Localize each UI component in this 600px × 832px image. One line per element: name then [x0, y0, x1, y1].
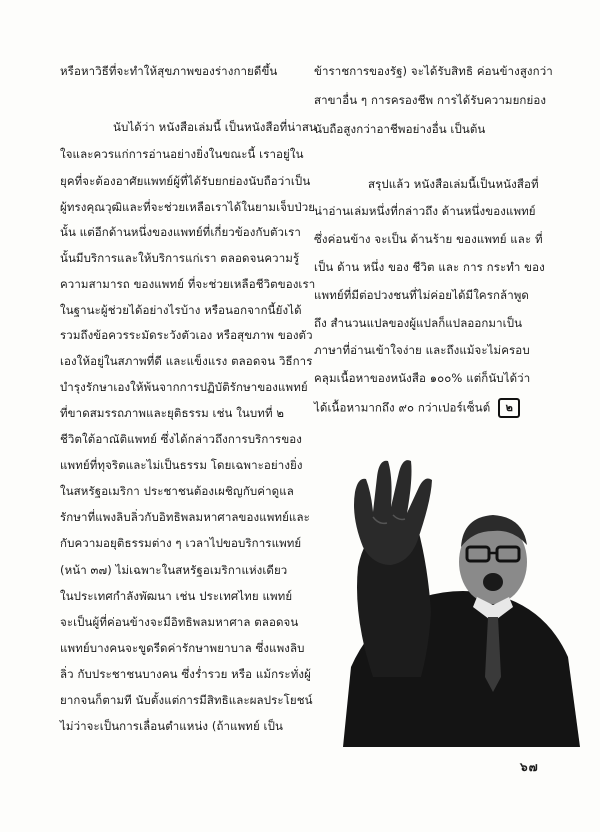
- text-line: ที่ขาดสมรรถภาพและยุติธรรม เช่น ในบทที่ ๒: [60, 406, 285, 420]
- text-line: ในสหรัฐอเมริกา ประชาชนต้องเผชิญกับค่าดูแล: [60, 484, 294, 498]
- text-line: ชีวิตใต้อาณัติแพทย์ ซึ่งได้กล่าวถึงการบริการของ: [60, 432, 303, 446]
- text-line: กับความอยุติธรรมต่าง ๆ เวลาไปขอบริการแพทย์: [60, 536, 302, 550]
- text-line-content: ได้เนื้อหามากถึง ๙๐ กว่าเปอร์เซ็นต์: [314, 400, 491, 415]
- man-shouting-photo: [333, 447, 580, 747]
- text-line: ในฐานะผู้ช่วยได้อย่างไรบ้าง หรือนอกจากนี้ยังได้: [60, 303, 302, 317]
- text-line: คลุมเนื้อหาของหนังสือ ๑๐๐% แต่ก็นับได้ว่า: [314, 371, 531, 385]
- text-line: จะเป็นผู้ที่ค่อนข้างจะมีอิทธิพลมหาศาล ตลอดจน: [60, 615, 299, 629]
- text-line: ไม่ว่าจะเป็นการเลื่อนตำแหน่ง (ถ้าแพทย์ เป็น: [60, 719, 283, 733]
- text-line: รวมถึงข้อควรระมัดระวังตัวเอง หรือสุขภาพ ของตัว: [60, 328, 313, 342]
- text-line: แพทย์ที่มีต่อปวงชนที่ไม่ค่อยได้มีใครกล้าพูด: [314, 288, 530, 302]
- chapter-badge: ๒: [498, 398, 520, 418]
- text-line: เป็น ด้าน หนึ่ง ของ ชีวิต และ การ กระทำ ของ: [314, 260, 545, 274]
- text-line: (หน้า ๓๗) ไม่เฉพาะในสหรัฐอเมริกาแห่งเดียว: [60, 563, 288, 577]
- text-line: [314, 398, 520, 418]
- text-line: ภาษาที่อ่านเข้าใจง่าย และถึงแม้จะไม่ครอบ: [314, 343, 530, 357]
- text-line: ผู้ทรงคุณวุฒิและที่จะช่วยเหลือเราได้ในยามเจ็บป่วย: [60, 200, 316, 214]
- text-line: รักษาที่แพงลิบลิ่วกับอิทธิพลมหาศาลของแพทย์และ: [60, 510, 310, 524]
- text-line: บำรุงรักษาเองให้พ้นจากการปฏิบัติรักษาของแพทย์: [60, 380, 308, 394]
- text-line: นั้น แต่อีกด้านหนึ่งของแพทย์ที่เกี่ยวข้องกับตัวเรา: [60, 225, 301, 239]
- text-line: ในประเทศกำลังพัฒนา เช่น ประเทศไทย แพทย์: [60, 589, 293, 603]
- text-line: ยุคที่จะต้องอาศัยแพทย์ผู้ที่ได้รับยกย่องนับถือว่าเป็น: [60, 174, 311, 188]
- page-number: ๖๗: [520, 760, 539, 774]
- text-line: น่าอ่านเล่มหนึ่งที่กล่าวถึง ด้านหนึ่งของแพทย์: [314, 204, 536, 218]
- text-line: ถึง สำนวนแปลของผู้แปลก็แปลออกมาเป็น: [314, 316, 523, 330]
- text-line: แพทย์ที่ทุจริตและไม่เป็นธรรม โดยเฉพาะอย่างยิ่ง: [60, 458, 303, 472]
- text-line: นับได้ว่า หนังสือเล่มนี้ เป็นหนังสือที่น่าสน: [113, 120, 317, 134]
- text-line: ใจและควรแก่การอ่านอย่างยิ่งในขณะนี้ เราอยู่ใน: [60, 147, 304, 161]
- text-line: หรือหาวิธีที่จะทำให้สุขภาพของร่างกายดีขึ้น: [60, 64, 278, 78]
- text-line: สาขาอื่น ๆ การครองชีพ การได้รับความยกย่อง: [314, 93, 547, 107]
- text-line: ลิ่ว กับประชาชนบางคน ซึ่งร่ำรวย หรือ แม้กระทั่งผู้: [60, 667, 311, 681]
- text-line: ยากจนก็ตามที นับตั้งแต่การมีสิทธิและผลประโยชน์: [60, 693, 313, 707]
- text-line: เองให้อยู่ในสภาพที่ดี และแข็งแรง ตลอดจน วิธีการ: [60, 354, 313, 368]
- text-line: นับถือสูงกว่าอาชีพอย่างอื่น เป็นต้น: [314, 122, 486, 136]
- text-line: ความสามารถ ของแพทย์ ที่จะช่วยเหลือชีวิตของเรา: [60, 277, 316, 291]
- text-line: นั้นมีบริการและให้บริการแก่เรา ตลอดจนความรู้: [60, 251, 300, 265]
- text-line: ซึ่งค่อนข้าง จะเป็น ด้านร้าย ของแพทย์ และ ที่: [314, 232, 543, 246]
- text-line: สรุปแล้ว หนังสือเล่มนี้เป็นหนังสือที่: [368, 177, 539, 191]
- text-line: ข้าราชการของรัฐ) จะได้รับสิทธิ ค่อนข้างสูงกว่า: [314, 64, 553, 78]
- text-line: แพทย์บางคนจะขูดรีดค่ารักษาพยาบาล ซึ่งแพงลิบ: [60, 641, 305, 655]
